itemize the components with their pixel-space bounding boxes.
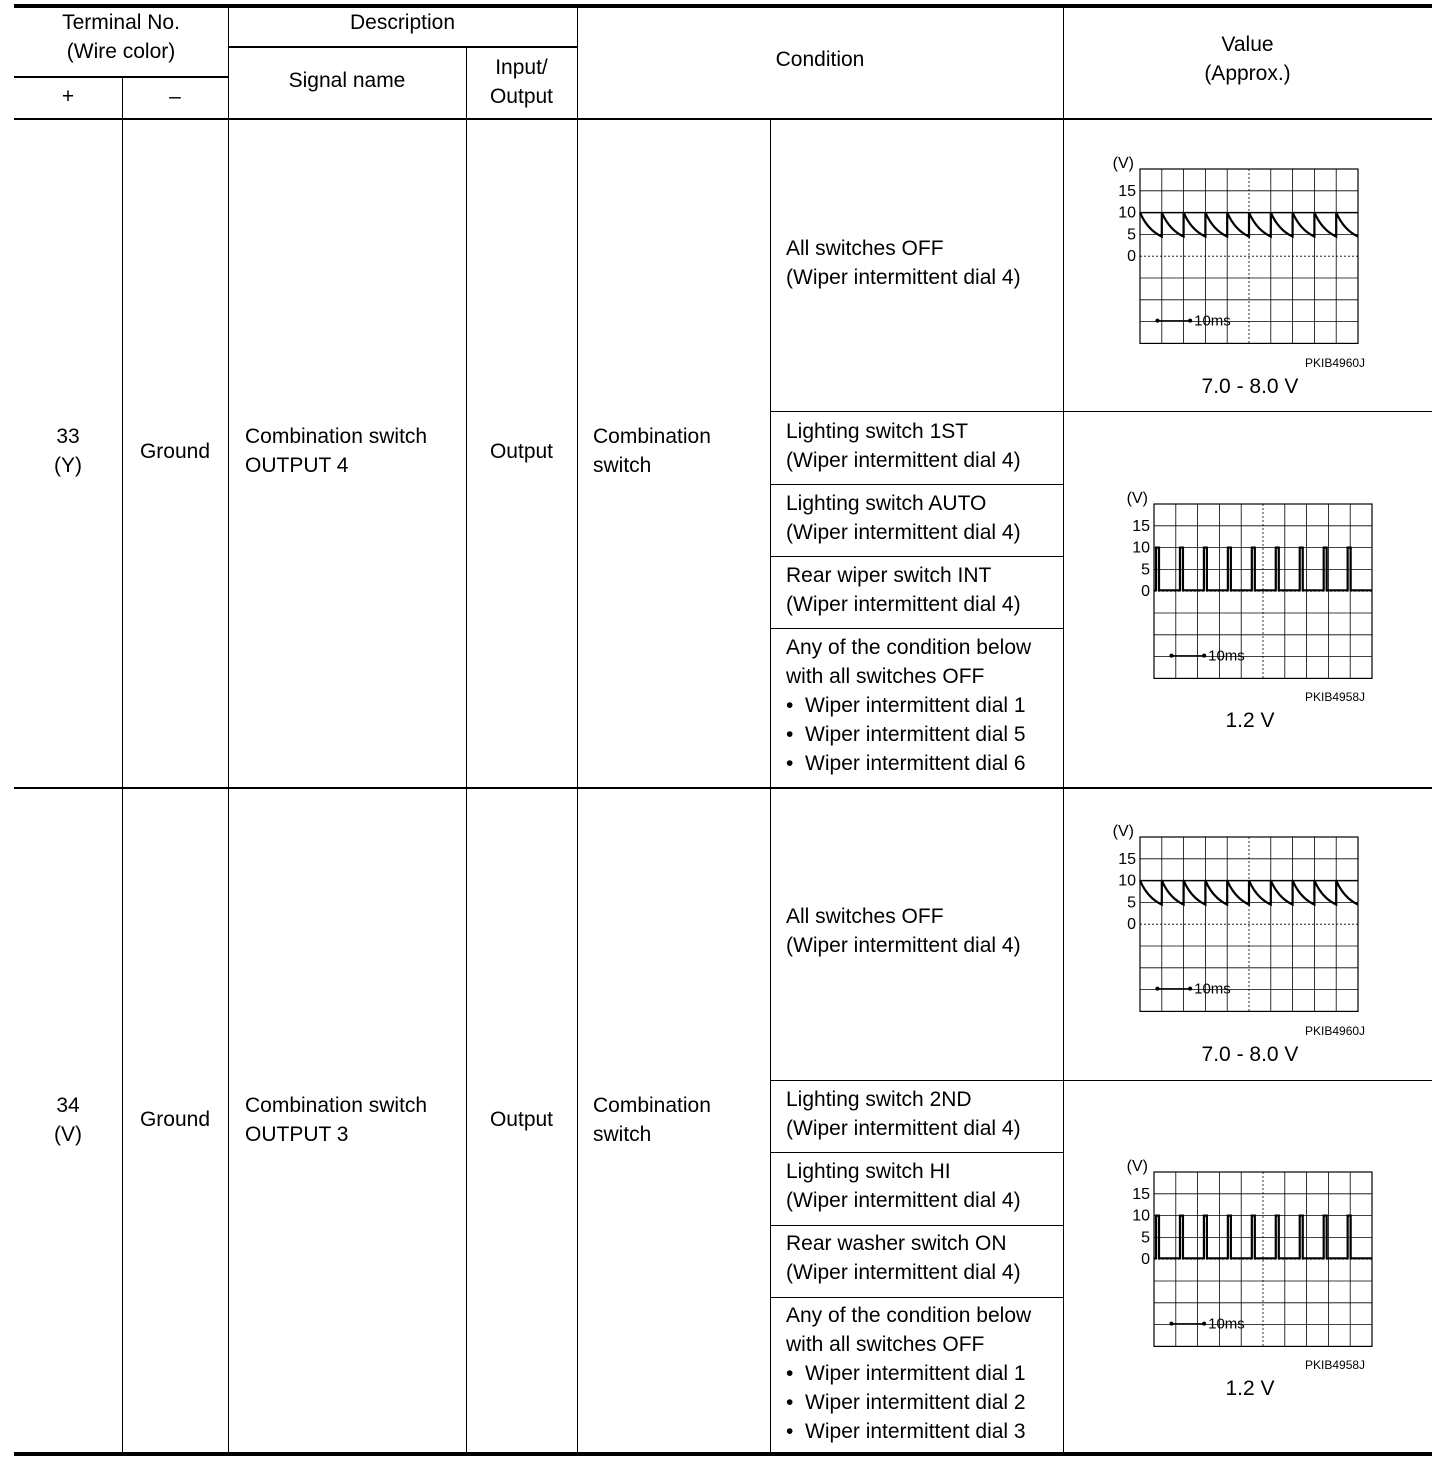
scope-tick-label: 15 [1118,182,1136,200]
condition-line1: Rear washer switch ON [786,1232,1007,1255]
scope-tick-label: 15 [1132,517,1150,535]
condition-line2: (Wiper intermittent dial 4) [786,449,1021,472]
figure-code: PKIB4960J [1305,1024,1366,1038]
condition-item [786,489,1021,547]
description-subheader-line [228,46,577,48]
ground-label: Ground [139,440,211,463]
scope-unit-label: (V) [1126,490,1148,507]
signal-name-line2: OUTPUT 3 [245,1123,349,1146]
condition-line1: All switches OFF [786,905,944,928]
signal-name-line1: Combination switch [245,425,428,448]
scope-unit-label: (V) [1112,823,1134,840]
condition-line2: (Wiper intermittent dial 4) [786,593,1021,616]
col-line-minus [122,77,123,1454]
scope-tick-label: 5 [1127,894,1136,912]
wire-color-text: (V) [54,1123,82,1146]
scope-tick-label: 15 [1118,850,1136,868]
header-terminal-no-text: Terminal No. [62,11,180,34]
wire-color-text: (Y) [54,454,82,477]
header-condition: Condition [775,48,865,71]
condition-line2: (Wiper intermittent dial 4) [786,1261,1021,1284]
figure-code: PKIB4958J [1305,1358,1366,1372]
condition-bullet-text: Wiper intermittent dial 2 [805,1391,1026,1414]
condition-line1: Lighting switch 2ND [786,1088,972,1111]
scope-time-label: 10ms [1208,647,1245,665]
scope-signal-trace [1140,213,1358,237]
cond-line [770,628,1063,629]
condition-line2: (Wiper intermittent dial 4) [786,934,1021,957]
cond-line [770,484,1063,485]
header-signal-name: Signal name [288,69,406,92]
condition-item [786,1301,1031,1446]
scope-tick-label: 0 [1141,1251,1150,1269]
ground-label: Ground [139,1108,211,1131]
scope-unit-label: (V) [1112,155,1134,172]
scope-tick-label: 10 [1118,204,1136,222]
oscilloscope-waveform-pulse [1110,1158,1380,1358]
value-text: 1.2 V [1225,709,1275,732]
col-line-condition [577,4,578,1454]
cond-line [770,411,1432,412]
condition-bullet: • Wiper intermittent dial 5 [786,723,1026,746]
header-value-text: Value [1221,33,1274,56]
scope-tick-label: 0 [1127,916,1136,934]
col-line-condition-detail [770,118,771,1454]
scope-tick-label: 15 [1132,1185,1150,1203]
condition-bullet: • Wiper intermittent dial 2 [786,1391,1026,1414]
value-text: 7.0 - 8.0 V [1201,375,1299,398]
condition-item [786,561,1021,619]
condition-line2: (Wiper intermittent dial 4) [786,266,1021,289]
cond-line [770,1297,1063,1298]
signal-name-line1: Combination switch [245,1094,428,1117]
scope-tick-label: 0 [1127,248,1136,266]
scope-tick-label: 10 [1132,539,1150,557]
condition-line2: (Wiper intermittent dial 4) [786,1189,1021,1212]
oscilloscope-waveform-pulse [1110,490,1380,690]
signal-name [245,1091,427,1149]
col-line-io [466,46,467,1454]
condition-bullet-text: Wiper intermittent dial 1 [805,694,1026,717]
condition-item [786,417,1021,475]
scope-signal-trace [1140,881,1358,905]
scope-tick-label: 10 [1118,872,1136,890]
header-terminal-no [14,8,228,66]
condition-item [786,1085,1021,1143]
cond-line [770,1080,1432,1081]
condition-line2: (Wiper intermittent dial 4) [786,521,1021,544]
scope-tick-label: 5 [1141,561,1150,579]
condition-line1: All switches OFF [786,237,944,260]
scope-time-marker-dot [1169,654,1173,658]
scope-time-marker-dot [1155,987,1159,991]
condition-line2: with all switches OFF [786,1333,985,1356]
condition-line1: Rear wiper switch INT [786,564,992,587]
col-line-value [1063,4,1064,1454]
scope-tick-label: 10 [1132,1207,1150,1225]
terminal-number [14,422,122,480]
io-label: Output [489,440,554,463]
condition-line1: Lighting switch AUTO [786,492,987,515]
terminal-number-text: 34 [56,1094,80,1117]
figure-code: PKIB4958J [1305,690,1366,704]
condition-line1: Any of the condition below [786,636,1032,659]
cond-line [770,1225,1063,1226]
scope-time-marker-dot [1188,319,1192,323]
component-line2: switch [593,1123,652,1146]
condition-bullet: • Wiper intermittent dial 1 [786,694,1026,717]
condition-item [786,902,1021,960]
header-bottom-border [14,118,1432,120]
condition-bullet-text: Wiper intermittent dial 5 [805,723,1026,746]
condition-line1: Lighting switch HI [786,1160,951,1183]
scope-time-marker-dot [1188,987,1192,991]
scope-time-marker-dot [1202,1322,1206,1326]
scope-tick-label: 0 [1141,583,1150,601]
terminal-subheader-line [14,76,228,78]
component-line1: Combination [593,425,711,448]
header-wire-color-text: (Wire color) [66,40,176,63]
condition-bullet: • Wiper intermittent dial 6 [786,752,1026,775]
component-label [593,422,711,480]
oscilloscope-waveform-sawtooth [1100,823,1380,1023]
cond-line [770,1152,1063,1153]
header-plus: + [61,85,75,108]
component-label [593,1091,711,1149]
row-separator [14,787,1432,789]
condition-item [786,1157,1021,1215]
terminal-number-text: 33 [56,425,80,448]
terminal-number [14,1091,122,1149]
col-line-signal [228,4,229,1454]
condition-line1: Any of the condition below [786,1304,1032,1327]
condition-bullet: • Wiper intermittent dial 1 [786,1362,1026,1385]
header-output-text: Output [489,85,554,108]
io-label: Output [489,1108,554,1131]
header-value [1063,30,1432,88]
condition-bullet: • Wiper intermittent dial 3 [786,1420,1026,1443]
scope-unit-label: (V) [1126,1158,1148,1175]
scope-time-label: 10ms [1208,1315,1245,1333]
figure-code: PKIB4960J [1305,356,1366,370]
header-input-output [466,53,577,111]
value-text: 1.2 V [1225,1377,1275,1400]
header-input-text: Input/ [495,56,548,79]
table-bottom-border [14,1452,1432,1456]
component-line2: switch [593,454,652,477]
condition-line2: (Wiper intermittent dial 4) [786,1117,1021,1140]
condition-bullet-text: Wiper intermittent dial 6 [805,752,1026,775]
scope-time-label: 10ms [1194,980,1231,998]
scope-time-marker-dot [1155,319,1159,323]
condition-item [786,234,1021,292]
header-minus: – [169,85,181,108]
oscilloscope-waveform-sawtooth [1100,155,1380,355]
scope-time-label: 10ms [1194,312,1231,330]
condition-line1: Lighting switch 1ST [786,420,969,443]
scope-time-marker-dot [1169,1322,1173,1326]
condition-line2: with all switches OFF [786,665,985,688]
condition-bullet-text: Wiper intermittent dial 1 [805,1362,1026,1385]
cond-line [770,556,1063,557]
signal-name [245,422,427,480]
scope-tick-label: 5 [1141,1229,1150,1247]
condition-bullet-text: Wiper intermittent dial 3 [805,1420,1026,1443]
scope-tick-label: 5 [1127,226,1136,244]
scope-time-marker-dot [1202,654,1206,658]
header-description: Description [349,11,456,34]
signal-name-line2: OUTPUT 4 [245,454,349,477]
value-text: 7.0 - 8.0 V [1201,1043,1299,1066]
component-line1: Combination [593,1094,711,1117]
header-approx-text: (Approx.) [1204,62,1291,85]
condition-item [786,633,1031,778]
condition-item [786,1229,1021,1287]
